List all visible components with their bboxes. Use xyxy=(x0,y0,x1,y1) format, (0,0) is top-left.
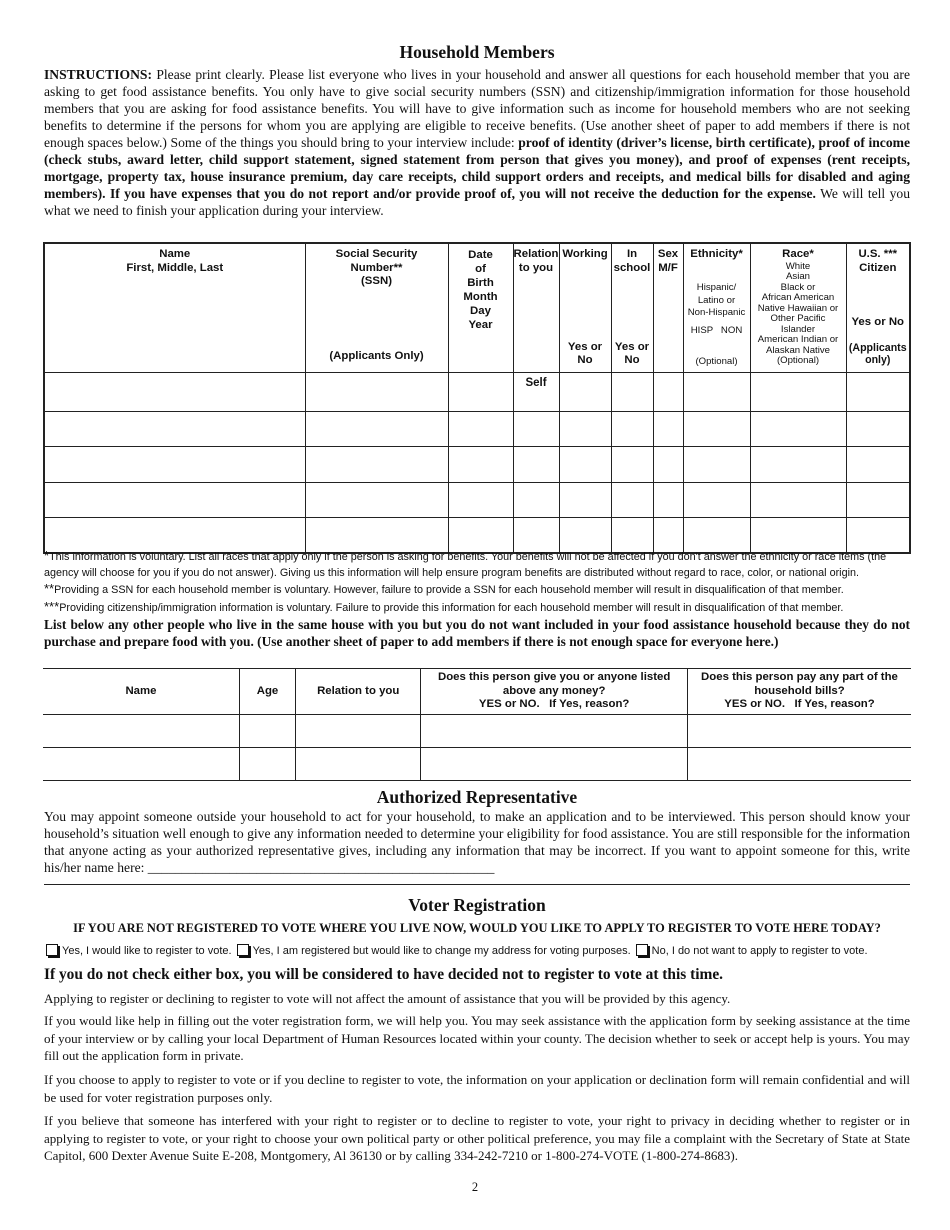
col-race-line: Native Hawaiian or xyxy=(757,302,839,314)
member-ssn-cell[interactable] xyxy=(305,482,448,517)
others-col-bills-line: household bills? xyxy=(754,684,845,697)
col-citizen-line: (Applicants xyxy=(848,342,907,354)
others-col-relation: Relation to you xyxy=(296,669,421,715)
member-relation-cell[interactable] xyxy=(513,482,559,517)
authorized-representative-text: You may appoint someone outside your household to act for your household, to make an application and to be interviewed. This person should know your household’s situation well enough to give any information needed to determine your eligibility for food assistance. You are still responsible for the information that anyone acting as your authorized representative gives, including any information that may be incorrect. If you want to appoint someone for this, write his/her name here: ___________________________________________________ xyxy=(44,809,910,875)
others-col-money-line: above any money? xyxy=(502,684,606,697)
voter-options xyxy=(46,945,912,957)
col-ssn-header xyxy=(305,243,448,372)
voter-paragraph-4: If you believe that someone has interfered with your right to register or to decline to register to vote, your right to privacy in deciding whether to register or in applying to register to vote, or your right to choose your own political party or other political preference, you may file a complaint with the Secretary of State at State Capitol, 600 Dexter Avenue Suite E-208, Montgomery, Al 36130 or by calling 334-242-7210 or 1-800-274-VOTE (1-800-274-8683). xyxy=(44,1113,910,1163)
instructions-bold: proof of identity (driver’s license, birth certificate), proof of income (check stubs, award letter, child support statement, signed statement from person that gives you money), and proof of expenses (rent receipts, mortgage, property tax, house insurance premium, day care receipts, child support orders and receipts, and medical bills for disabled and aging members). If you have expenses that you do not report and/or provide proof of, you will not receive the deduction for the expense. xyxy=(44,135,910,201)
col-ssn-header-line: (SSN) xyxy=(360,275,392,287)
others-header-row xyxy=(43,669,911,715)
others-bills-cell[interactable] xyxy=(687,748,911,781)
option-register-no-label: No, I do not want to apply to register to vote. xyxy=(651,945,868,957)
checkbox-register-no[interactable] xyxy=(636,944,648,956)
col-school-header xyxy=(611,243,653,372)
col-dob-line: of xyxy=(475,263,486,275)
others-name-cell[interactable] xyxy=(43,748,239,781)
col-ssn-applicants-only: (Applicants Only) xyxy=(329,350,424,362)
member-ethnicity-cell[interactable] xyxy=(683,411,750,446)
others-bills-cell[interactable] xyxy=(687,715,911,748)
voter-question: IF YOU ARE NOT REGISTERED TO VOTE WHERE YOU LIVE NOW, WOULD YOU LIKE TO APPLY TO REGISTER TO VOTE HERE TODAY? xyxy=(73,921,881,935)
others-col-bills-line: YES or NO. If Yes, reason? xyxy=(724,698,875,711)
member-name-cell[interactable] xyxy=(44,372,305,411)
member-ethnicity-cell[interactable] xyxy=(683,446,750,482)
other-people-intro: List below any other people who live in the same house with you but you do not want included in your food assistance household because they do not purchase and prepare food with you. (Use another sheet of paper to add members if there is not enough space for everyone here.) xyxy=(44,617,910,649)
voter-paragraph-1: Applying to register or declining to register to vote will not affect the amount of assistance that you will be provided by this agency. xyxy=(44,991,731,1006)
col-school-line: school xyxy=(613,261,651,274)
member-ssn-cell[interactable] xyxy=(305,372,448,411)
instructions-text-2: We will tell you what we need to finish your application during your interview. xyxy=(44,186,910,218)
col-relation-header xyxy=(513,243,559,372)
col-citizen-line: U.S. *** xyxy=(858,248,898,260)
footnote-star: ** xyxy=(44,581,55,596)
member-working-cell[interactable] xyxy=(559,411,611,446)
col-sex-line: Sex xyxy=(657,248,679,260)
member-citizen-cell[interactable] xyxy=(846,482,910,517)
others-col-bills-line: Does this person pay any part of the xyxy=(701,671,898,684)
others-col-money-line: Does this person give you or anyone listed xyxy=(438,671,671,684)
col-relation-line: Relation xyxy=(513,248,559,260)
checkbox-register-yes[interactable] xyxy=(46,944,58,956)
col-name-header-line: First, Middle, Last xyxy=(126,261,224,274)
col-dob-header xyxy=(448,243,513,372)
checkbox-change-address[interactable] xyxy=(237,944,249,956)
others-name-cell[interactable] xyxy=(43,715,239,748)
member-working-cell[interactable] xyxy=(559,446,611,482)
member-school-cell[interactable] xyxy=(611,482,653,517)
member-race-cell[interactable] xyxy=(750,372,846,411)
household-members-table xyxy=(43,242,911,554)
voter-paragraph-3: If you choose to apply to register to vote or if you decline to register to vote, the information on your application or declination form will remain confidential and will be used for voter registration purposes only. xyxy=(44,1072,910,1105)
member-citizen-cell[interactable] xyxy=(846,372,910,411)
member-row xyxy=(44,446,910,482)
member-row-self xyxy=(44,372,910,411)
member-working-cell[interactable] xyxy=(559,372,611,411)
col-ethnicity-options: HISP NON xyxy=(690,324,743,336)
col-race-line: Race* xyxy=(782,248,814,260)
page-number: 2 xyxy=(471,1180,479,1194)
col-ethnicity-optional: (Optional) xyxy=(695,355,738,367)
others-col-money-line: YES or NO. If Yes, reason? xyxy=(478,698,630,711)
col-citizen-header xyxy=(846,243,910,372)
household-members-title: Household Members xyxy=(399,42,555,62)
member-relation-self: Self xyxy=(513,372,559,411)
footnote-ssn xyxy=(44,581,910,599)
footnote-ssn-text: Providing a SSN for each household member is voluntary. However, failure to provide a SSN for each household member will result in disqualification of that member. xyxy=(54,584,844,596)
member-relation-cell[interactable] xyxy=(513,411,559,446)
col-ethnicity-line: Latino or xyxy=(697,294,736,306)
member-working-cell[interactable] xyxy=(559,482,611,517)
col-race-line: Alaskan Native xyxy=(766,344,830,356)
others-row xyxy=(43,715,911,748)
col-school-line: No xyxy=(624,354,640,366)
col-working-line: Yes or xyxy=(567,340,603,353)
option-change-address-label: Yes, I am registered but would like to change my address for voting purposes. xyxy=(252,945,631,957)
members-header-row xyxy=(44,243,910,372)
col-ethnicity-header xyxy=(683,243,750,372)
others-relation-cell[interactable] xyxy=(296,748,421,781)
voter-paragraph-2: If you would like help in filling out the voter registration form, we will help you. You may seek assistance with the application form by seeking assistance at the time of your interview or by calling your local Department of Human Resources located within your county. The decision whether to seek or accept help is yours. You may fill out the application form in private. xyxy=(44,1013,910,1063)
col-race-line: Asian xyxy=(786,271,810,282)
voter-bold-notice: If you do not check either box, you will be considered to have decided not to register to vote at this time. xyxy=(44,966,723,983)
others-age-cell[interactable] xyxy=(239,748,295,781)
others-money-cell[interactable] xyxy=(421,715,688,748)
others-col-name: Name xyxy=(43,669,239,715)
member-name-cell[interactable] xyxy=(44,411,305,446)
member-dob-cell[interactable] xyxy=(448,411,513,446)
col-citizen-line: Citizen xyxy=(859,261,897,274)
member-citizen-cell[interactable] xyxy=(846,446,910,482)
others-row xyxy=(43,748,911,781)
member-race-cell[interactable] xyxy=(750,482,846,517)
col-relation-line: to you xyxy=(518,261,554,274)
footnote-star: *** xyxy=(44,598,60,614)
member-ssn-cell[interactable] xyxy=(305,411,448,446)
instructions-text-1: Please print clearly. Please list everyone who lives in your household and answer all questions for each household member that you are asking to get food assistance benefits. You only have to give social security numbers (SSN) and citizenship/immigration information for those household members that you are asking for food assistance benefits. You will have to give information such as income for household members who are not seeking benefits to determine if the persons for whom you are applying are eligible to receive benefits. (Use another sheet of paper to add members if there is not enough spaces below.) Some of the things you should bring to your interview include: xyxy=(44,67,910,150)
voter-registration-title: Voter Registration xyxy=(408,895,546,915)
col-dob-line: Date xyxy=(468,249,493,261)
others-col-age: Age xyxy=(239,669,295,715)
col-dob-line: Day xyxy=(470,305,491,317)
authorized-representative-title: Authorized Representative xyxy=(376,787,578,807)
member-citizen-cell[interactable] xyxy=(846,411,910,446)
footnote-race xyxy=(44,548,910,581)
member-school-cell[interactable] xyxy=(611,372,653,411)
col-dob-line: Month xyxy=(463,291,498,303)
col-race-line: (Optional) xyxy=(776,355,820,366)
footnote-citizenship xyxy=(44,599,910,617)
col-working-line: No xyxy=(577,354,593,366)
col-race-line: Black or xyxy=(780,281,816,293)
member-ssn-cell[interactable] xyxy=(305,446,448,482)
member-relation-cell[interactable] xyxy=(513,446,559,482)
others-relation-cell[interactable] xyxy=(296,715,421,748)
col-ethnicity-line: Non-Hispanic xyxy=(687,307,746,318)
member-dob-cell[interactable] xyxy=(448,372,513,411)
divider xyxy=(44,884,910,885)
member-name-cell[interactable] xyxy=(44,482,305,517)
col-dob-line: Year xyxy=(468,319,493,331)
col-ethnicity-line: Ethnicity* xyxy=(690,248,743,260)
member-ethnicity-cell[interactable] xyxy=(683,372,750,411)
col-name-header-line: Name xyxy=(159,248,191,260)
member-ethnicity-cell[interactable] xyxy=(683,482,750,517)
others-age-cell[interactable] xyxy=(239,715,295,748)
col-race-line: White xyxy=(785,260,811,272)
col-sex-header xyxy=(653,243,683,372)
others-money-cell[interactable] xyxy=(421,748,688,781)
footnotes xyxy=(44,548,910,650)
col-race-line: African American xyxy=(761,292,835,303)
col-dob-line: Birth xyxy=(467,277,494,289)
col-ssn-header-line: Social Security xyxy=(335,248,418,260)
col-ssn-header-line: Number** xyxy=(350,261,403,274)
member-row xyxy=(44,411,910,446)
member-sex-cell[interactable] xyxy=(653,411,683,446)
col-sex-line: M/F xyxy=(658,261,678,274)
col-race-line: American Indian or xyxy=(757,334,839,345)
footnote-star: * xyxy=(44,548,50,563)
member-school-cell[interactable] xyxy=(611,411,653,446)
col-race-header xyxy=(750,243,846,372)
other-people-table xyxy=(43,668,911,781)
member-dob-cell[interactable] xyxy=(448,446,513,482)
col-name-header xyxy=(44,243,305,372)
member-race-cell[interactable] xyxy=(750,411,846,446)
footnote-race-text: This information is voluntary. List all races that apply only if the person is asking for benefits. Your benefits will not be affected if you don't answer the ethnicity or race items (the agency will choose for you if you do not answer). Giving us this information will help ensure program benefits are distributed without regard to race, color, or national origin. xyxy=(44,551,887,579)
member-name-cell[interactable] xyxy=(44,446,305,482)
col-citizen-line: only) xyxy=(865,354,891,366)
member-dob-cell[interactable] xyxy=(448,482,513,517)
member-sex-cell[interactable] xyxy=(653,446,683,482)
others-col-bills xyxy=(687,669,911,715)
col-ethnicity-line: Hispanic/ xyxy=(696,282,737,293)
col-race-line: Other Pacific xyxy=(770,313,826,324)
footnote-citizenship-text: Providing citizenship/immigration information is voluntary. Failure to provide this information for each household member will result in disqualification of that member. xyxy=(59,601,844,614)
member-sex-cell[interactable] xyxy=(653,482,683,517)
col-race-line: Islander xyxy=(780,323,816,335)
member-row xyxy=(44,482,910,517)
member-race-cell[interactable] xyxy=(750,446,846,482)
col-school-line: In xyxy=(626,248,638,260)
col-working-line: Working xyxy=(562,248,608,260)
others-col-money xyxy=(421,669,688,715)
option-register-yes-label: Yes, I would like to register to vote. xyxy=(62,945,232,957)
col-school-line: Yes or xyxy=(614,340,650,353)
instructions-label: INSTRUCTIONS: xyxy=(44,67,153,82)
col-working-header xyxy=(559,243,611,372)
member-school-cell[interactable] xyxy=(611,446,653,482)
col-citizen-line: Yes or No xyxy=(851,316,905,328)
member-sex-cell[interactable] xyxy=(653,372,683,411)
instructions-paragraph xyxy=(44,66,910,219)
